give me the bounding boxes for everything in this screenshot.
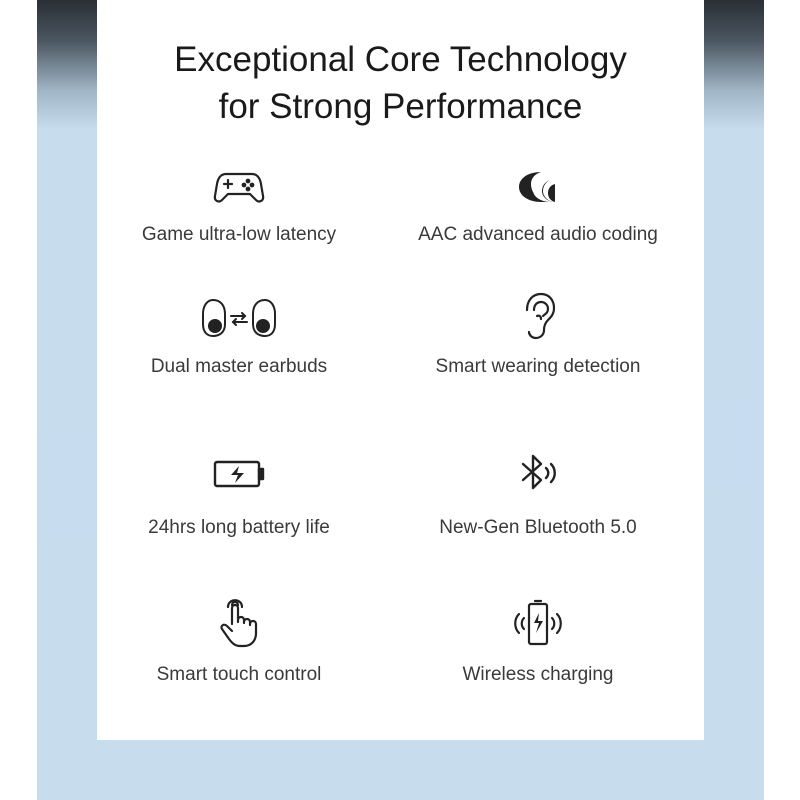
wireless-charging-icon (511, 596, 565, 650)
page-title (97, 36, 704, 130)
battery-icon (212, 446, 266, 500)
feature-label: Game ultra-low latency (141, 224, 337, 245)
feature-label: Smart wearing detection (435, 356, 641, 377)
feature-label: AAC advanced audio coding (418, 224, 658, 245)
feature-bluetooth (388, 446, 688, 539)
feature-label: Smart touch control (156, 664, 322, 685)
feature-aac-coding (388, 160, 688, 246)
feature-dual-master (89, 292, 389, 378)
title-line-2: for Strong Performance (218, 87, 583, 126)
feature-label: Wireless charging (462, 664, 614, 685)
feature-label: 24hrs long battery life (148, 517, 330, 538)
feature-label: Dual master earbuds (150, 356, 328, 377)
feature-game-latency (89, 160, 389, 246)
content-card (97, 0, 704, 740)
feature-label: New-Gen Bluetooth 5.0 (439, 517, 637, 538)
aac-waves-icon (511, 160, 565, 214)
feature-wireless-charging (388, 596, 688, 686)
touch-hand-icon (212, 596, 266, 650)
ear-icon (511, 288, 565, 342)
feature-wearing-detection (388, 288, 688, 378)
earbuds-icon (199, 292, 279, 346)
bluetooth-icon (511, 446, 565, 500)
title-line-1: Exceptional Core Technology (174, 40, 627, 79)
gamepad-icon (212, 160, 266, 214)
feature-battery-life (89, 446, 389, 539)
feature-touch-control (89, 596, 389, 686)
